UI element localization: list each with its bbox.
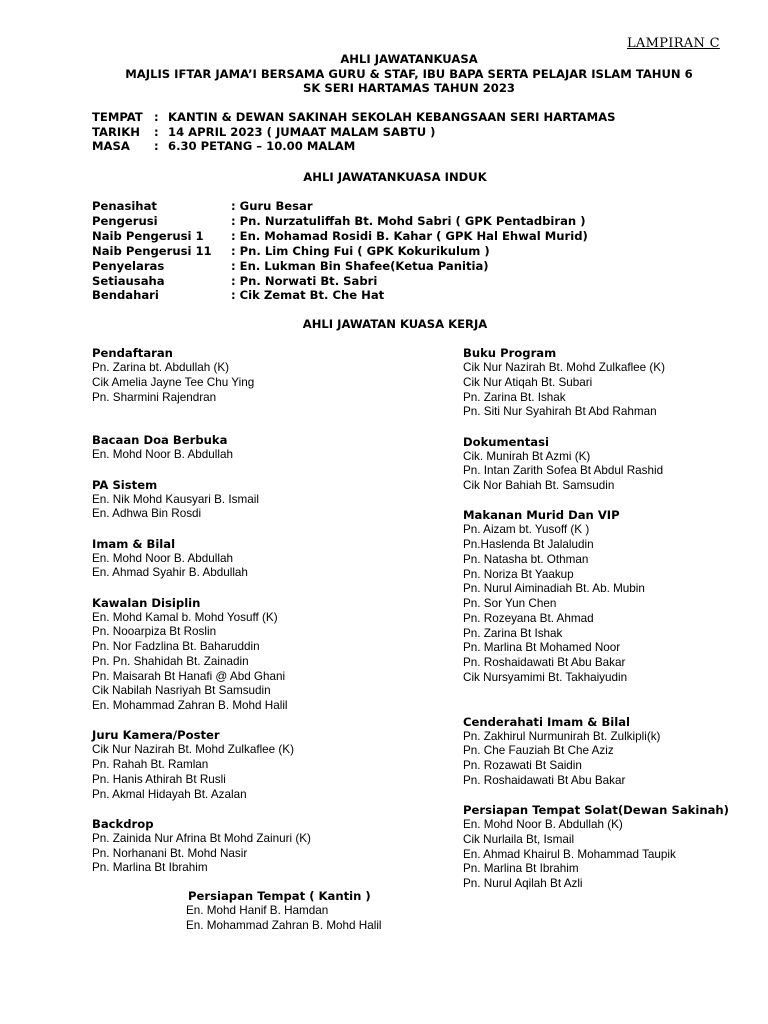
committee-group xyxy=(463,715,763,789)
member-name: Pn. Pn. Shahidah Bt. Zainadin xyxy=(92,654,249,668)
member-name: Pn. Rahah Bt. Ramlan xyxy=(92,758,209,771)
event-detail-row xyxy=(92,110,615,125)
detail-key: TEMPAT xyxy=(92,110,143,124)
member-name: Cik Nur Atiqah Bt. Subari xyxy=(463,375,593,389)
committee-group xyxy=(463,508,763,685)
group-title: Persiapan Tempat Solat(Dewan Sakinah) xyxy=(463,803,729,817)
member-name: Pn. Maisarah Bt Hanafi @ Abd Ghani xyxy=(92,669,286,683)
member-name: Pn. Marlina Bt Mohamed Noor xyxy=(463,641,621,655)
member-name: Pn. Sor Yun Chen xyxy=(463,597,557,610)
committee-group xyxy=(92,537,392,582)
member-name: Pn. Rozawati Bt Saidin xyxy=(463,759,582,772)
detail-colon: : xyxy=(154,124,159,139)
member-name: Cik Amelia Jayne Tee Chu Ying xyxy=(92,375,255,389)
detail-key: MASA xyxy=(92,139,130,154)
detail-key: TARIKH xyxy=(92,124,140,139)
member-name: Cik Nurlaila Bt, Ismail xyxy=(463,832,575,846)
officer-name: : En. Mohamad Rosidi B. Kahar ( GPK Hal Ehwal Murid) xyxy=(231,228,588,243)
officer-role: Setiausaha xyxy=(92,273,165,288)
group-title: Dokumentasi xyxy=(463,434,549,449)
induk-section-title: AHLI JAWATANKUASA INDUK xyxy=(303,170,487,184)
left-committee-column xyxy=(92,346,392,891)
officer-row xyxy=(92,229,588,244)
committee-group xyxy=(463,346,763,420)
member-name: En. Ahmad Syahir B. Abdullah xyxy=(92,566,248,580)
officer-name: : Guru Besar xyxy=(231,199,313,213)
officer-name: : Pn. Nurzatuliffah Bt. Mohd Sabri ( GPK Pentadbiran ) xyxy=(231,213,586,228)
member-name: Cik Nor Bahiah Bt. Samsudin xyxy=(463,479,615,492)
group-title: Buku Program xyxy=(463,346,557,360)
group-title: Imam & Bilal xyxy=(92,536,176,551)
title-line: SK SERI HARTAMAS TAHUN 2023 xyxy=(303,81,515,95)
member-name: En. Mohd Noor B. Abdullah xyxy=(92,448,233,462)
member-name: Pn. Norhanani Bt. Mohd Nasir xyxy=(92,846,248,860)
member-name: Pn. Noriza Bt Yaakup xyxy=(463,567,574,581)
member-name: Pn. Intan Zarith Sofea Bt Abdul Rashid xyxy=(463,464,664,478)
member-name: Pn. Roshaidawati Bt Abu Bakar xyxy=(463,656,626,669)
member-name: Pn. Rozeyana Bt. Ahmad xyxy=(463,611,594,625)
group-title: PA Sistem xyxy=(92,477,158,492)
member-name: Pn. Sharmini Rajendran xyxy=(92,390,217,404)
member-name: Cik Nabilah Nasriyah Bt Samsudin xyxy=(92,684,271,698)
member-name: Pn. Natasha bt. Othman xyxy=(463,552,589,566)
right-committee-column xyxy=(463,346,763,906)
officer-row xyxy=(92,199,588,214)
detail-colon: : xyxy=(154,110,159,124)
member-name: Pn. Zarina bt. Abdullah (K) xyxy=(92,361,230,374)
member-name: Pn. Nooarpiza Bt Roslin xyxy=(92,625,217,639)
group-title: Persiapan Tempat ( Kantin ) xyxy=(188,889,371,903)
member-name: En. Mohd Noor B. Abdullah xyxy=(92,551,233,565)
officer-role: Naib Pengerusi 1 xyxy=(92,228,204,243)
committee-group xyxy=(463,435,763,494)
officer-name: : En. Lukman Bin Shafee(Ketua Panitia) xyxy=(231,258,489,273)
committee-group xyxy=(186,889,382,934)
committee-group xyxy=(92,478,392,523)
detail-value: 14 APRIL 2023 ( JUMAAT MALAM SABTU ) xyxy=(168,124,436,139)
member-name: Pn. Zarina Bt Ishak xyxy=(463,626,563,640)
officer-role: Penasihat xyxy=(92,199,157,213)
committee-group xyxy=(92,817,392,876)
group-title: Bacaan Doa Berbuka xyxy=(92,433,228,448)
committee-group xyxy=(92,433,392,463)
officer-role: Naib Pengerusi 11 xyxy=(92,243,212,258)
officer-list xyxy=(92,199,588,303)
detail-value: KANTIN & DEWAN SAKINAH SEKOLAH KEBANGSAAN SERI HARTAMAS xyxy=(168,110,616,124)
appendix-label: LAMPIRAN C xyxy=(627,36,720,51)
member-name: Pn. Zainida Nur Afrina Bt Mohd Zainuri (K) xyxy=(92,831,311,845)
member-name: En. Mohd Noor B. Abdullah (K) xyxy=(463,818,623,831)
officer-role: Pengerusi xyxy=(92,213,158,228)
member-name: En. Adhwa Bin Rosdi xyxy=(92,507,202,521)
member-name: Cik Nursyamimi Bt. Takhaiyudin xyxy=(463,670,628,684)
member-name: Pn. Che Fauziah Bt Che Aziz xyxy=(463,744,614,758)
officer-row xyxy=(92,244,588,259)
group-title: Juru Kamera/Poster xyxy=(92,728,220,743)
group-title: Makanan Murid Dan VIP xyxy=(463,508,620,523)
group-title: Pendaftaran xyxy=(92,346,173,360)
title-line: AHLI JAWATANKUASA xyxy=(340,52,478,66)
group-title: Backdrop xyxy=(92,816,154,831)
document-title-block xyxy=(0,52,768,96)
detail-colon: : xyxy=(154,139,159,154)
member-name: Pn. Nor Fadzlina Bt. Baharuddin xyxy=(92,640,260,653)
member-name: Cik Nur Nazirah Bt. Mohd Zulkaflee (K) xyxy=(463,361,665,374)
member-name: En. Mohd Kamal b. Mohd Yosuff (K) xyxy=(92,610,278,624)
member-name: Pn. Marlina Bt Ibrahim xyxy=(92,861,208,875)
member-name: Pn. Nurul Aiminadiah Bt. Ab. Mubin xyxy=(463,582,645,596)
group-title: Kawalan Disiplin xyxy=(92,595,201,610)
officer-row xyxy=(92,214,588,229)
committee-group xyxy=(463,803,763,892)
member-name: Pn. Roshaidawati Bt Abu Bakar xyxy=(463,773,626,787)
member-name: Pn.Haslenda Bt Jalaludin xyxy=(463,538,594,551)
committee-group xyxy=(92,596,392,714)
committee-group xyxy=(92,728,392,802)
kerja-section-title: AHLI JAWATAN KUASA KERJA xyxy=(302,317,488,331)
officer-role: Penyelaras xyxy=(92,258,165,273)
member-name: Pn. Nurul Aqilah Bt Azli xyxy=(463,877,583,890)
member-name: En. Mohd Hanif B. Hamdan xyxy=(186,904,329,917)
committee-group xyxy=(92,346,392,405)
member-name: Pn. Zakhirul Nurmunirah Bt. Zulkipli(k) xyxy=(463,729,661,743)
group-title: Cenderahati Imam & Bilal xyxy=(463,714,631,729)
officer-name: : Cik Zemat Bt. Che Hat xyxy=(231,288,385,303)
member-name: En. Nik Mohd Kausyari B. Ismail xyxy=(92,492,259,506)
member-name: Pn. Aizam bt. Yusoff (K ) xyxy=(463,523,590,537)
event-details xyxy=(92,110,615,154)
member-name: Cik. Munirah Bt Azmi (K) xyxy=(463,449,591,463)
officer-row xyxy=(92,274,588,289)
officer-row xyxy=(92,259,588,274)
member-name: En. Mohammad Zahran B. Mohd Halil xyxy=(186,918,382,932)
member-name: Pn. Hanis Athirah Bt Rusli xyxy=(92,772,226,786)
event-detail-row xyxy=(92,125,615,140)
detail-value: 6.30 PETANG – 10.00 MALAM xyxy=(168,139,356,154)
member-name: Cik Nur Nazirah Bt. Mohd Zulkaflee (K) xyxy=(92,743,294,757)
officer-role: Bendahari xyxy=(92,288,159,303)
member-name: En. Mohammad Zahran B. Mohd Halil xyxy=(92,699,288,712)
member-name: En. Ahmad Khairul B. Mohammad Taupik xyxy=(463,847,676,861)
title-line: MAJLIS IFTAR JAMA’I BERSAMA GURU & STAF, IBU BAPA SERTA PELAJAR ISLAM TAHUN 6 xyxy=(125,66,693,81)
officer-name: : Pn. Norwati Bt. Sabri xyxy=(231,273,378,288)
officer-row xyxy=(92,288,588,303)
event-detail-row xyxy=(92,139,615,154)
member-name: Pn. Marlina Bt Ibrahim xyxy=(463,862,579,876)
officer-name: : Pn. Lim Ching Fui ( GPK Kokurikulum ) xyxy=(231,243,490,258)
member-name: Pn. Akmal Hidayah Bt. Azalan xyxy=(92,787,247,801)
member-name: Pn. Siti Nur Syahirah Bt Abd Rahman xyxy=(463,405,657,419)
member-name: Pn. Zarina Bt. Ishak xyxy=(463,390,566,404)
